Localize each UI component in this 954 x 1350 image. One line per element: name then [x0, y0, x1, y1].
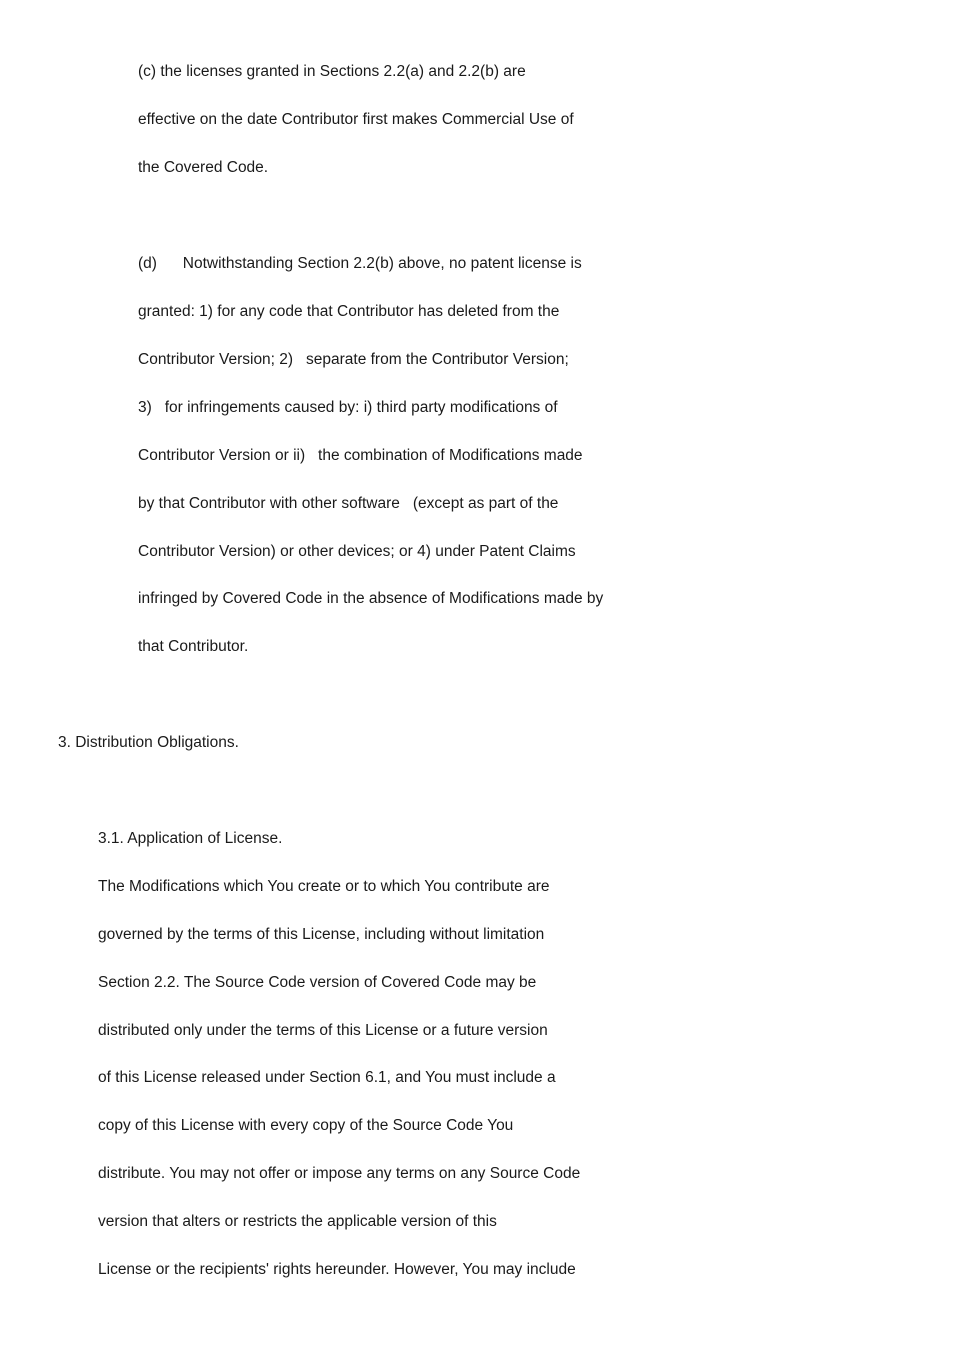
paragraph-line: the Covered Code. [138, 159, 269, 176]
paragraph-line: (c) the licenses granted in Sections 2.2(a) and 2.2(b) are [138, 63, 526, 80]
paragraph-line: (d) Notwithstanding Section 2.2(b) above, no patent license is [138, 255, 582, 272]
paragraph-line: granted: 1) for any code that Contributor has deleted from the [138, 303, 560, 320]
paragraph-line: infringed by Covered Code in the absence of Modifications made by [138, 590, 604, 607]
paragraph-line: Contributor Version; 2) separate from the Contributor Version; [138, 351, 569, 368]
paragraph-line: by that Contributor with other software (except as part of the [138, 495, 559, 512]
paragraph-line: License or the recipients' rights hereunder. However, You may include [98, 1261, 576, 1278]
paragraph-line: that Contributor. [138, 638, 249, 655]
paragraph-line: governed by the terms of this License, including without limitation [98, 926, 545, 943]
paragraph-line: The Modifications which You create or to which You contribute are [98, 878, 550, 895]
subsection-heading: 3.1. Application of License. [98, 830, 283, 847]
paragraph-line: effective on the date Contributor first makes Commercial Use of [138, 111, 574, 128]
paragraph-line: distributed only under the terms of this License or a future version [98, 1022, 548, 1039]
paragraph-line: copy of this License with every copy of the Source Code You [98, 1117, 514, 1134]
paragraph-line: Contributor Version) or other devices; or 4) under Patent Claims [138, 543, 576, 560]
paragraph-line: of this License released under Section 6.1, and You must include a [98, 1069, 556, 1086]
section-heading: 3. Distribution Obligations. [58, 734, 239, 751]
paragraph-line: distribute. You may not offer or impose any terms on any Source Code [98, 1165, 581, 1182]
paragraph-line: version that alters or restricts the applicable version of this [98, 1213, 497, 1230]
paragraph-line: 3) for infringements caused by: i) third party modifications of [138, 399, 558, 416]
paragraph-line: Section 2.2. The Source Code version of Covered Code may be [98, 974, 537, 991]
paragraph-line: Contributor Version or ii) the combination of Modifications made [138, 447, 583, 464]
